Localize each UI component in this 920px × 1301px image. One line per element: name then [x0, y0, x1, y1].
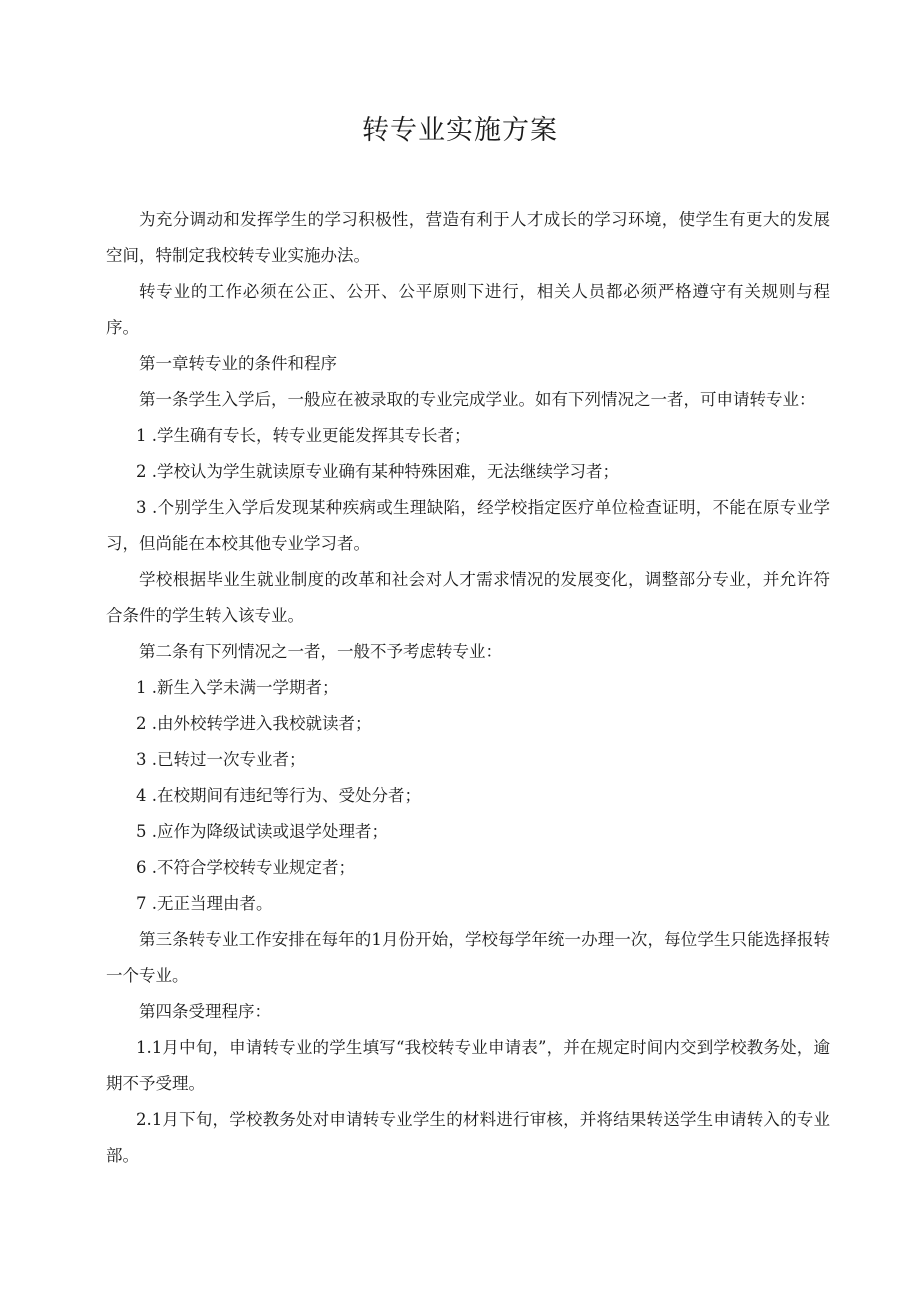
- paragraph-adjustment: 学校根据毕业生就业制度的改革和社会对人才需求情况的发展变化，调整部分专业，并允许符合条件的学生转入该专业。: [106, 570, 830, 625]
- article-3: 第三条转专业工作安排在每年的1月份开始，学校每学年统一办理一次，每位学生只能选择报转一个专业。: [106, 930, 830, 985]
- paragraph-intro: 为充分调动和发挥学生的学习积极性，营造有利于人才成长的学习环境，使学生有更大的发展空间，特制定我校转专业实施办法。: [106, 210, 830, 265]
- article-2-item-2: 2 .由外校转学进入我校就读者；: [136, 714, 372, 733]
- chapter-heading: 第一章转专业的条件和程序: [139, 354, 337, 373]
- article-1: 第一条学生入学后，一般应在被录取的专业完成学业。如有下列情况之一者，可申请转专业：: [139, 390, 816, 409]
- document-body: [106, 202, 830, 1174]
- document-title: 转专业实施方案: [362, 115, 558, 146]
- article-2-item-7: 7 .无正当理由者。: [136, 894, 273, 913]
- article-1-item-1: 1 .学生确有专长，转专业更能发挥其专长者；: [136, 426, 471, 445]
- article-2-item-5: 5 .应作为降级试读或退学处理者；: [136, 822, 388, 841]
- paragraph-principle: 转专业的工作必须在公正、公开、公平原则下进行，相关人员都必须严格遵守有关规则与程序。: [106, 282, 830, 337]
- article-1-item-2: 2 .学校认为学生就读原专业确有某种特殊困难，无法继续学习者；: [136, 462, 619, 481]
- article-2: 第二条有下列情况之一者，一般不予考虑转专业：: [139, 642, 502, 661]
- article-4-step-2: 2.1月下旬，学校教务处对申请转专业学生的材料进行审核，并将结果转送学生申请转入的专业部。: [106, 1110, 830, 1165]
- article-1-item-3: 3 .个别学生入学后发现某种疾病或生理缺陷，经学校指定医疗单位检查证明，不能在原专业学习，但尚能在本校其他专业学习者。: [106, 498, 830, 553]
- article-4-step-1: 1.1月中旬，申请转专业的学生填写“我校转专业申请表”，并在规定时间内交到学校教务处，逾期不予受理。: [106, 1038, 830, 1093]
- article-2-item-1: 1 .新生入学未满一学期者；: [136, 678, 339, 697]
- article-4: 第四条受理程序：: [139, 1002, 271, 1021]
- article-2-item-3: 3 .已转过一次专业者；: [136, 750, 306, 769]
- article-2-item-4: 4 .在校期间有违纪等行为、受处分者；: [136, 786, 421, 805]
- article-2-item-6: 6 .不符合学校转专业规定者；: [136, 858, 355, 877]
